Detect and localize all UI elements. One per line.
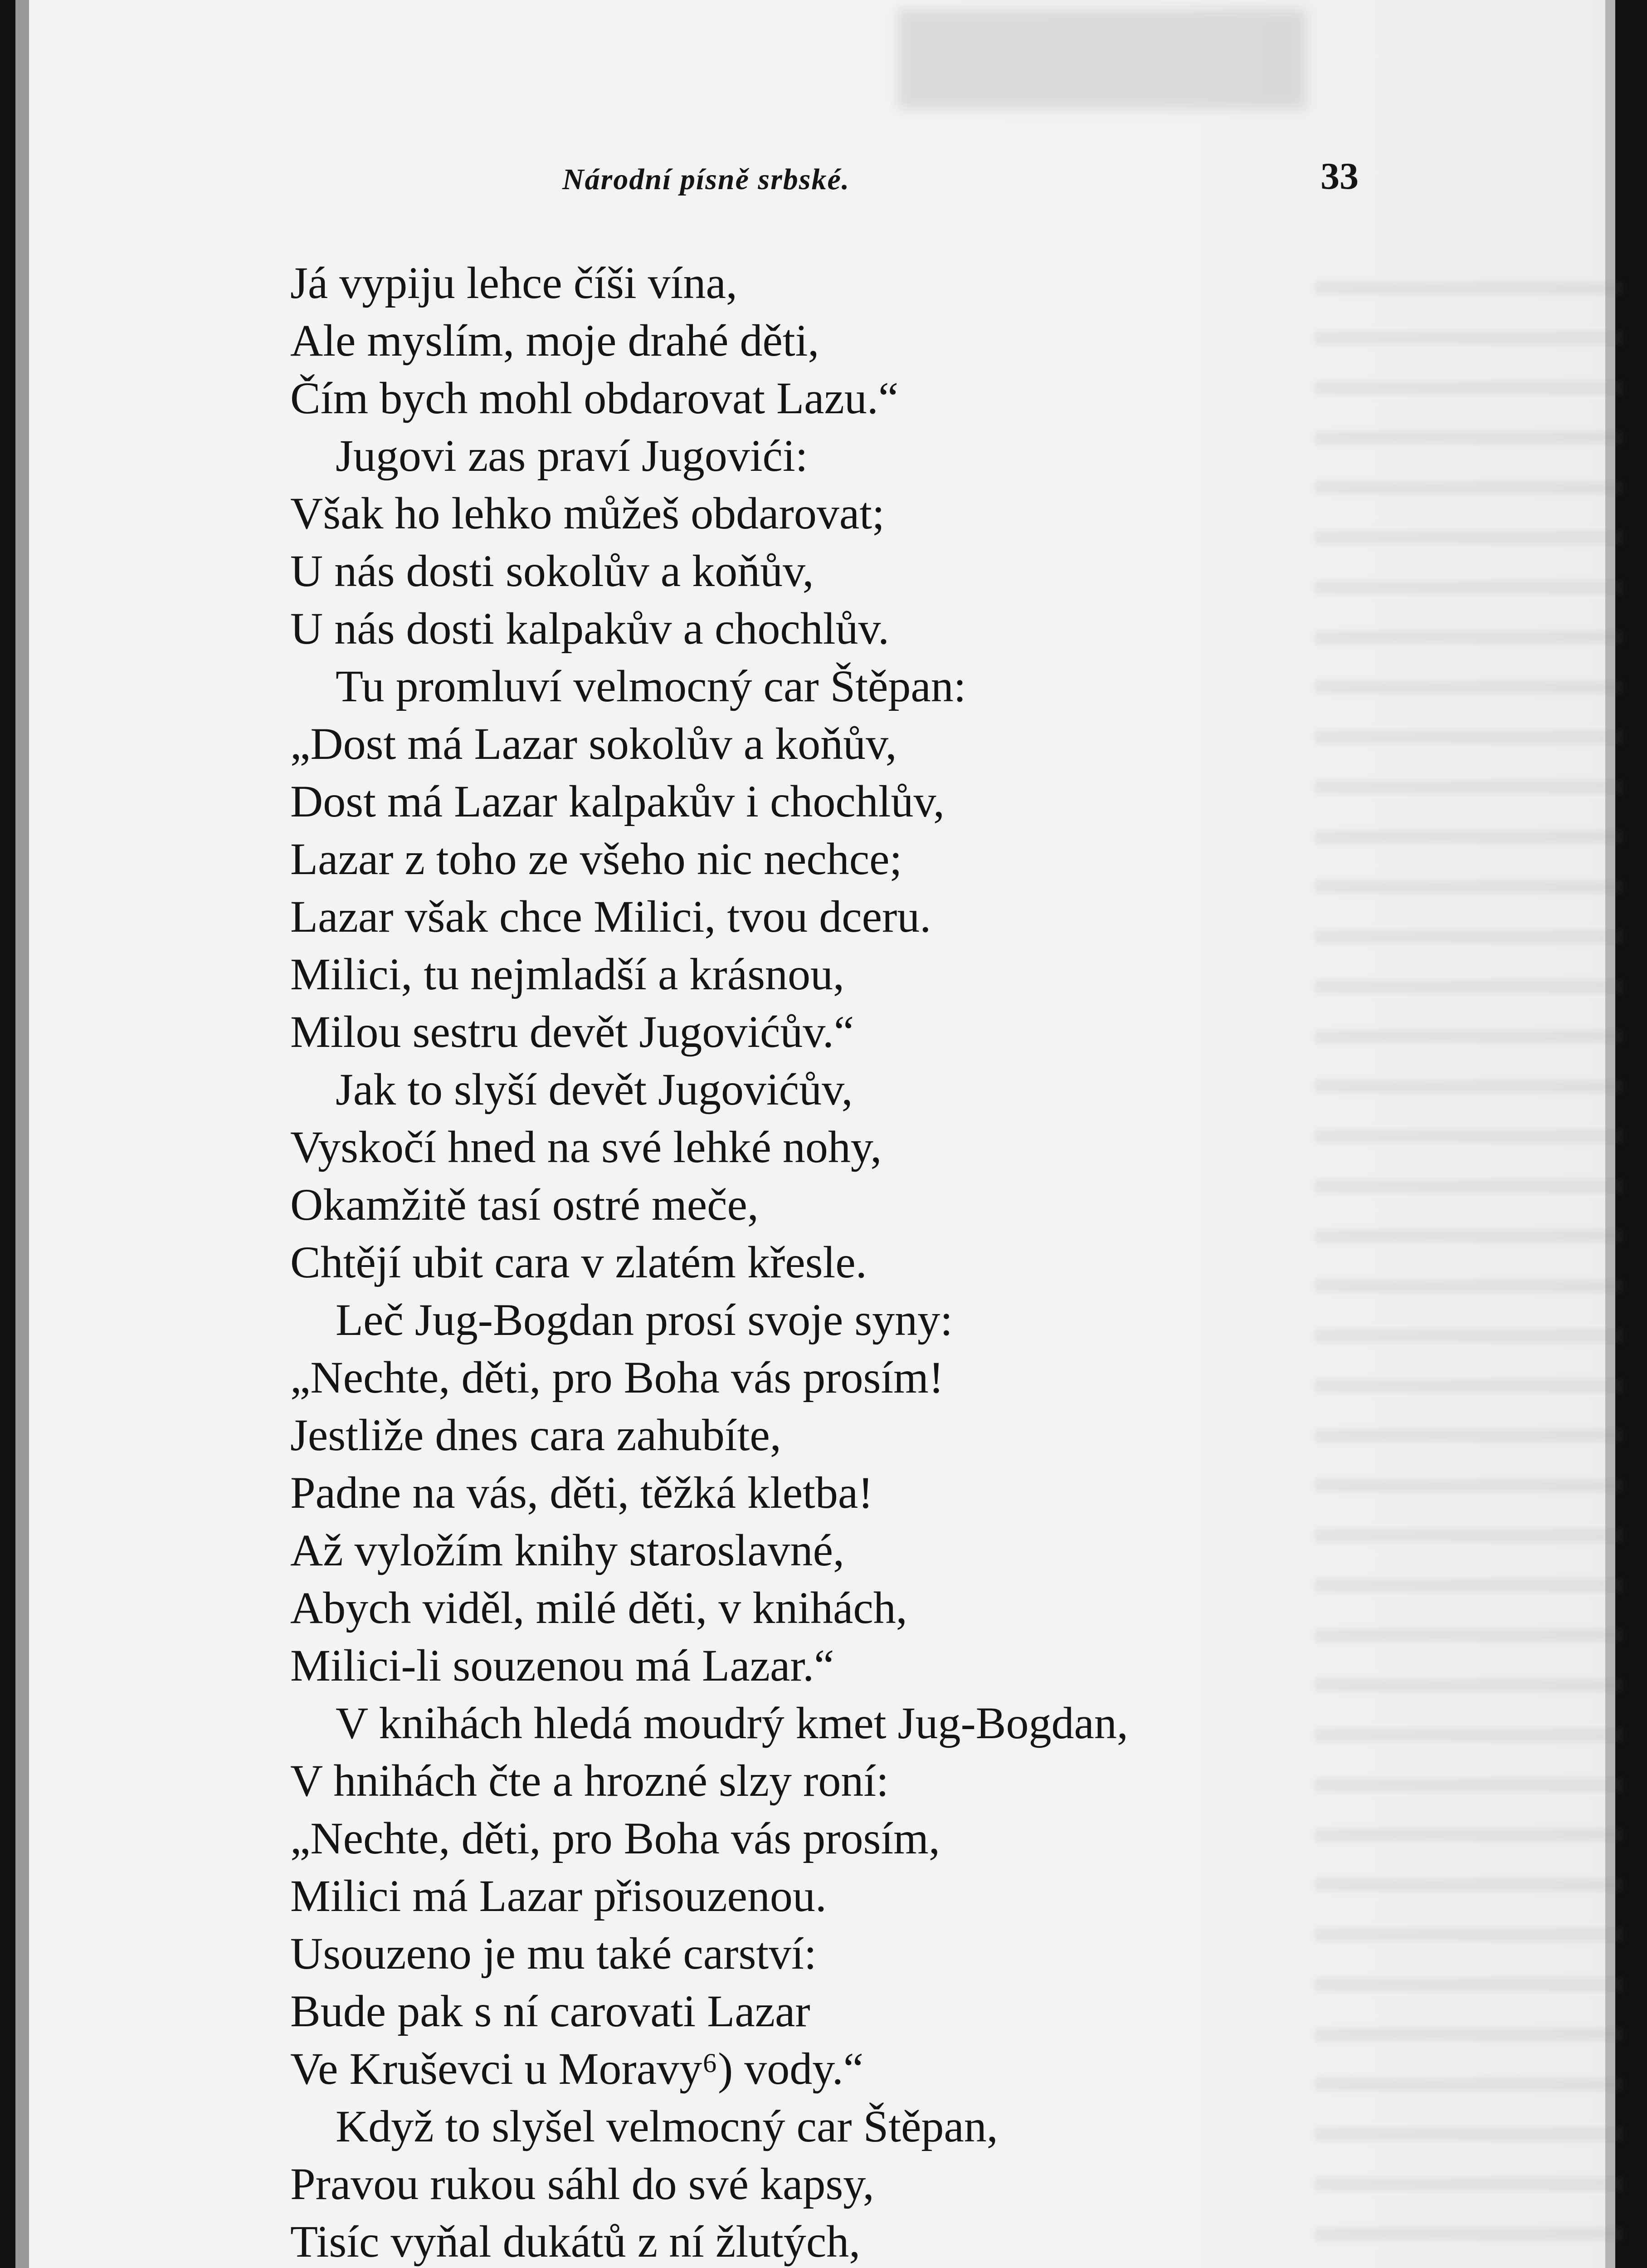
- poem-line: Já vypiju lehce číši vína,: [290, 258, 737, 308]
- poem-line: Ve Kruševci u Moravy⁶) vody.“: [290, 2043, 864, 2094]
- poem-line: Když to slyšel velmocný car Štěpan,: [336, 2101, 998, 2151]
- poem-line: Milici má Lazar přisouzenou.: [290, 1871, 827, 1921]
- poem-line: U nás dosti sokolův a koňův,: [290, 546, 814, 596]
- poem-line: Lazar však chce Milici, tvou dceru.: [290, 891, 931, 942]
- poem-line: V hnihách čte a hrozné slzy roní:: [290, 1755, 889, 1806]
- poem-line: Pravou rukou sáhl do své kapsy,: [290, 2159, 874, 2209]
- poem-line: „Nechte, děti, pro Boha vás prosím,: [290, 1813, 940, 1863]
- poem-body: [290, 254, 1324, 2268]
- scan-border-left: [0, 0, 15, 2268]
- scan-border-left-shadow: [15, 0, 29, 2268]
- poem-line: Tisíc vyňal dukátů z ní žlutých,: [290, 2216, 861, 2267]
- poem-line: Ale myslím, moje drahé děti,: [290, 315, 819, 366]
- poem-line: Čím bych mohl obdarovat Lazu.“: [290, 373, 899, 423]
- poem-line: „Nechte, děti, pro Boha vás prosím!: [290, 1352, 944, 1403]
- poem-line: Vyskočí hned na své lehké nohy,: [290, 1122, 882, 1172]
- poem-line: Usouzeno je mu také carství:: [290, 1928, 817, 1979]
- poem-line: Leč Jug-Bogdan prosí svoje syny:: [336, 1295, 953, 1345]
- poem-line: Až vyložím knihy staroslavné,: [290, 1525, 844, 1575]
- poem-line: Okamžitě tasí ostré meče,: [290, 1179, 759, 1230]
- poem-line: Milici-li souzenou má Lazar.“: [290, 1640, 834, 1691]
- poem-line: V knihách hledá moudrý kmet Jug-Bogdan,: [336, 1698, 1128, 1748]
- poem-line: Lazar z toho ze všeho nic nechce;: [290, 834, 902, 884]
- running-title: Národní písně srbské.: [562, 163, 850, 196]
- poem-line: Padne na vás, děti, těžká kletba!: [290, 1467, 873, 1518]
- page-header: [0, 154, 1647, 209]
- poem-line: „Dost má Lazar sokolův a koňův,: [290, 719, 897, 769]
- bleed-through-top: [898, 9, 1306, 109]
- bleed-through-text: [1315, 245, 1623, 2268]
- poem-line: Milici, tu nejmladší a krásnou,: [290, 949, 845, 999]
- poem-line: Bude pak s ní carovati Lazar: [290, 1986, 810, 2036]
- poem-line: Dost má Lazar kalpakův i chochlův,: [290, 776, 945, 826]
- poem-line: Milou sestru devět Jugovićův.“: [290, 1007, 854, 1057]
- poem-line: Však ho lehko můžeš obdarovat;: [290, 488, 885, 538]
- poem-line: Tu promluví velmocný car Štěpan:: [336, 661, 966, 711]
- poem-line: Chtějí ubit cara v zlatém křesle.: [290, 1237, 867, 1287]
- poem-line: U nás dosti kalpakův a chochlův.: [290, 603, 889, 654]
- page-number: 33: [1321, 155, 1359, 197]
- poem-line: Jak to slyší devět Jugovićův,: [336, 1064, 853, 1114]
- poem-line: Jestliže dnes cara zahubíte,: [290, 1410, 781, 1460]
- poem-line: Jugovi zas praví Jugovići:: [336, 430, 808, 481]
- poem-line: Abych viděl, milé děti, v knihách,: [290, 1583, 907, 1633]
